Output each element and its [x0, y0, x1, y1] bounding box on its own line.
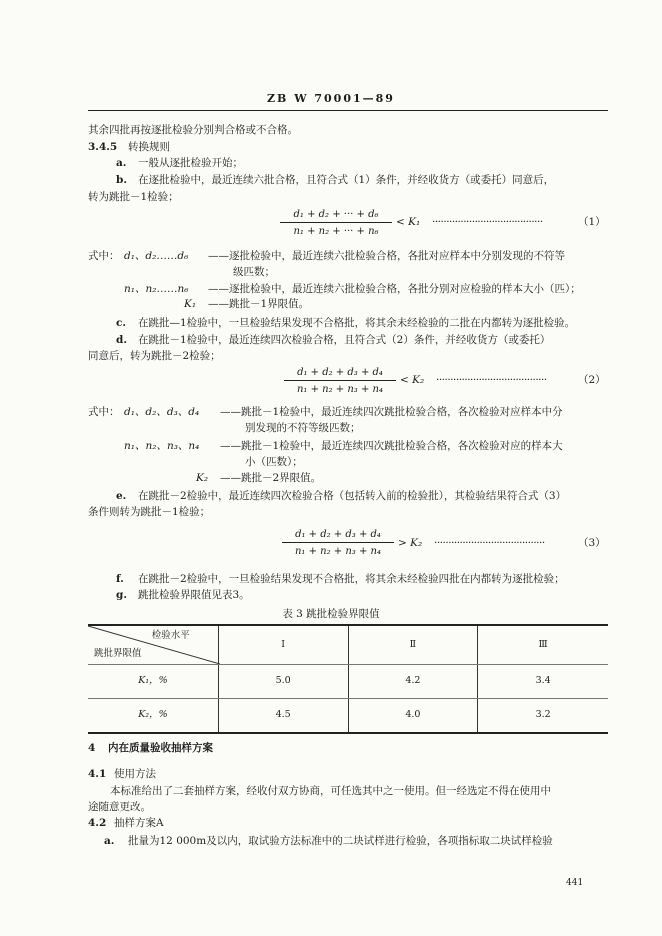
corner-top-label: 检验水平: [151, 630, 190, 641]
formula-denominator: n₁ + n₂ + n₃ + n₄: [282, 542, 394, 558]
section-title: 使用方法: [114, 768, 156, 780]
table-header-row: [88, 625, 608, 665]
table-cell: 4.0: [348, 699, 478, 733]
symbol-term: n₁、n₂……n₆: [124, 283, 189, 295]
symbol-definition: 级匹数；: [233, 266, 275, 278]
section-title: 抽样方案A: [114, 817, 164, 829]
formula-denominator: n₁ + n₂ + n₃ + n₄: [284, 380, 396, 396]
symbol-term: d₁、d₂、d₃、d₄: [124, 406, 200, 418]
list-label: c.: [116, 317, 127, 329]
symbol-definition: ——逐批检验中，最近连续六批检验合格，各批分别对应检验的样本大小（匹）；: [208, 283, 581, 295]
paragraph-line: 途随意更改。: [88, 801, 151, 813]
formula-number: （1）: [578, 216, 606, 228]
list-text: 在逐批检验中，最近连续六批合格，且符合式（1）条件，并经收货方（或委托）同意后，: [138, 174, 555, 186]
list-text: 在跳批－2检验中，最近连续四次检验合格（包括转入前的检验批），其检验结果符合式（3）: [138, 490, 567, 502]
formula-1-fraction: [280, 208, 392, 238]
list-text: 一般从逐批检验开始；: [138, 157, 243, 169]
list-text: 跳批检验界限值见表3。: [138, 589, 250, 601]
symbol-definition: ——跳批－1界限值。: [208, 298, 310, 310]
list-text: 批量为12 000m及以内，取试验方法标准中的二块试样进行检验，各项指标取二块试样检验: [128, 835, 553, 847]
section-title: 转换规则: [128, 141, 170, 153]
formula-leader-dots: ·······································: [432, 216, 543, 228]
column-header: Ⅱ: [348, 625, 478, 665]
paragraph-line: 本标准给出了二套抽样方案，经收付双方协商，可任选其中之一使用。但一经选定不得在使用中: [110, 785, 551, 797]
list-label: a.: [104, 835, 115, 847]
symbol-definition: ——逐批检验中，最近连续六批检验合格，各批对应样本中分别发现的不符等: [208, 250, 565, 262]
list-label: e.: [116, 490, 127, 502]
list-label: a.: [116, 157, 127, 169]
paragraph-line: 其余四批再按逐批检验分别判合格或不合格。: [88, 124, 298, 136]
list-text: 在跳批－1检验中，最近连续四次检验合格，且符合式（2）条件，并经收货方（或委托）: [138, 334, 551, 346]
list-label: f.: [116, 573, 124, 585]
formula-2-fraction: [284, 366, 396, 396]
symbol-definition: ——跳批－2界限值。: [220, 472, 322, 484]
formula-number: （2）: [578, 374, 606, 386]
table-cell: 4.5: [218, 699, 348, 733]
formula-relation: < K₂: [400, 374, 425, 386]
formula-number: （3）: [578, 537, 606, 549]
list-label: b.: [116, 174, 127, 186]
list-text: 转为跳批－1检验；: [88, 191, 179, 203]
table-cell: 5.0: [218, 665, 348, 699]
formula-numerator: d₁ + d₂ + d₃ + d₄: [295, 529, 381, 540]
where-lead: 式中：: [88, 250, 120, 262]
where-lead: 式中：: [88, 406, 120, 418]
symbol-term: n₁、n₂、n₃、n₄: [124, 440, 200, 452]
table-row: [88, 665, 608, 699]
list-text: 同意后，转为跳批－2检验；: [88, 350, 221, 362]
column-header: Ⅲ: [478, 625, 608, 665]
table-corner-cell: [88, 625, 218, 665]
symbol-term: K₂: [196, 472, 209, 484]
table-cell: 3.2: [478, 699, 608, 733]
table-caption: 表 3 跳批检验界限值: [282, 608, 380, 620]
formula-relation: < K₁: [396, 216, 421, 228]
section-number: 4.2: [88, 817, 107, 829]
section-number: 4.1: [88, 768, 107, 780]
formula-3-fraction: [282, 528, 394, 558]
header-rule: [88, 110, 608, 111]
formula-numerator: d₁ + d₂ + d₃ + d₄: [297, 367, 383, 378]
limit-values-table: [88, 624, 608, 734]
row-label: K₂，%: [88, 699, 218, 733]
list-text: 在跳批—1检验中，一旦检验结果发现不合格批，将其余未经检验的二批在内都转为逐批检验。: [138, 317, 576, 329]
formula-relation: > K₂: [398, 537, 423, 549]
symbol-definition: 别发现的不符等级匹数；: [245, 422, 361, 434]
list-label: d.: [116, 334, 127, 346]
symbol-definition: 小（匹数）；: [245, 456, 303, 468]
formula-denominator: n₁ + n₂ + ··· + n₆: [280, 222, 392, 238]
corner-bottom-label: 跳批界限值: [94, 647, 142, 659]
row-label: K₁，%: [88, 665, 218, 699]
table-row: [88, 699, 608, 733]
standard-header: ZB W 70001—89: [267, 92, 395, 105]
page-number: 441: [566, 878, 584, 888]
column-header: Ⅰ: [218, 625, 348, 665]
symbol-definition: ——跳批－1检验中，最近连续四次跳批检验合格，各次检验对应的样本大: [220, 440, 563, 452]
symbol-definition: ——跳批－1检验中，最近连续四次跳批检验合格，各次检验对应样本中分: [220, 406, 563, 418]
formula-leader-dots: ·······································: [436, 374, 547, 386]
list-label: g.: [116, 589, 127, 601]
section-title: 内在质量验收抽样方案: [108, 742, 213, 754]
list-text: 在跳批－2检验中，一旦检验结果发现不合格批，将其余未经检验四批在内都转为逐批检验；: [138, 573, 565, 585]
symbol-term: K₁: [184, 298, 197, 310]
section-number: 3.4.5: [88, 141, 118, 153]
formula-numerator: d₁ + d₂ + ··· + d₆: [293, 209, 379, 220]
formula-leader-dots: ·······································: [434, 537, 545, 549]
list-text: 条件则转为跳批－1检验；: [88, 506, 211, 518]
section-number: 4: [88, 742, 96, 754]
table-cell: 3.4: [478, 665, 608, 699]
table-cell: 4.2: [348, 665, 478, 699]
symbol-term: d₁、d₂……d₆: [124, 250, 189, 262]
